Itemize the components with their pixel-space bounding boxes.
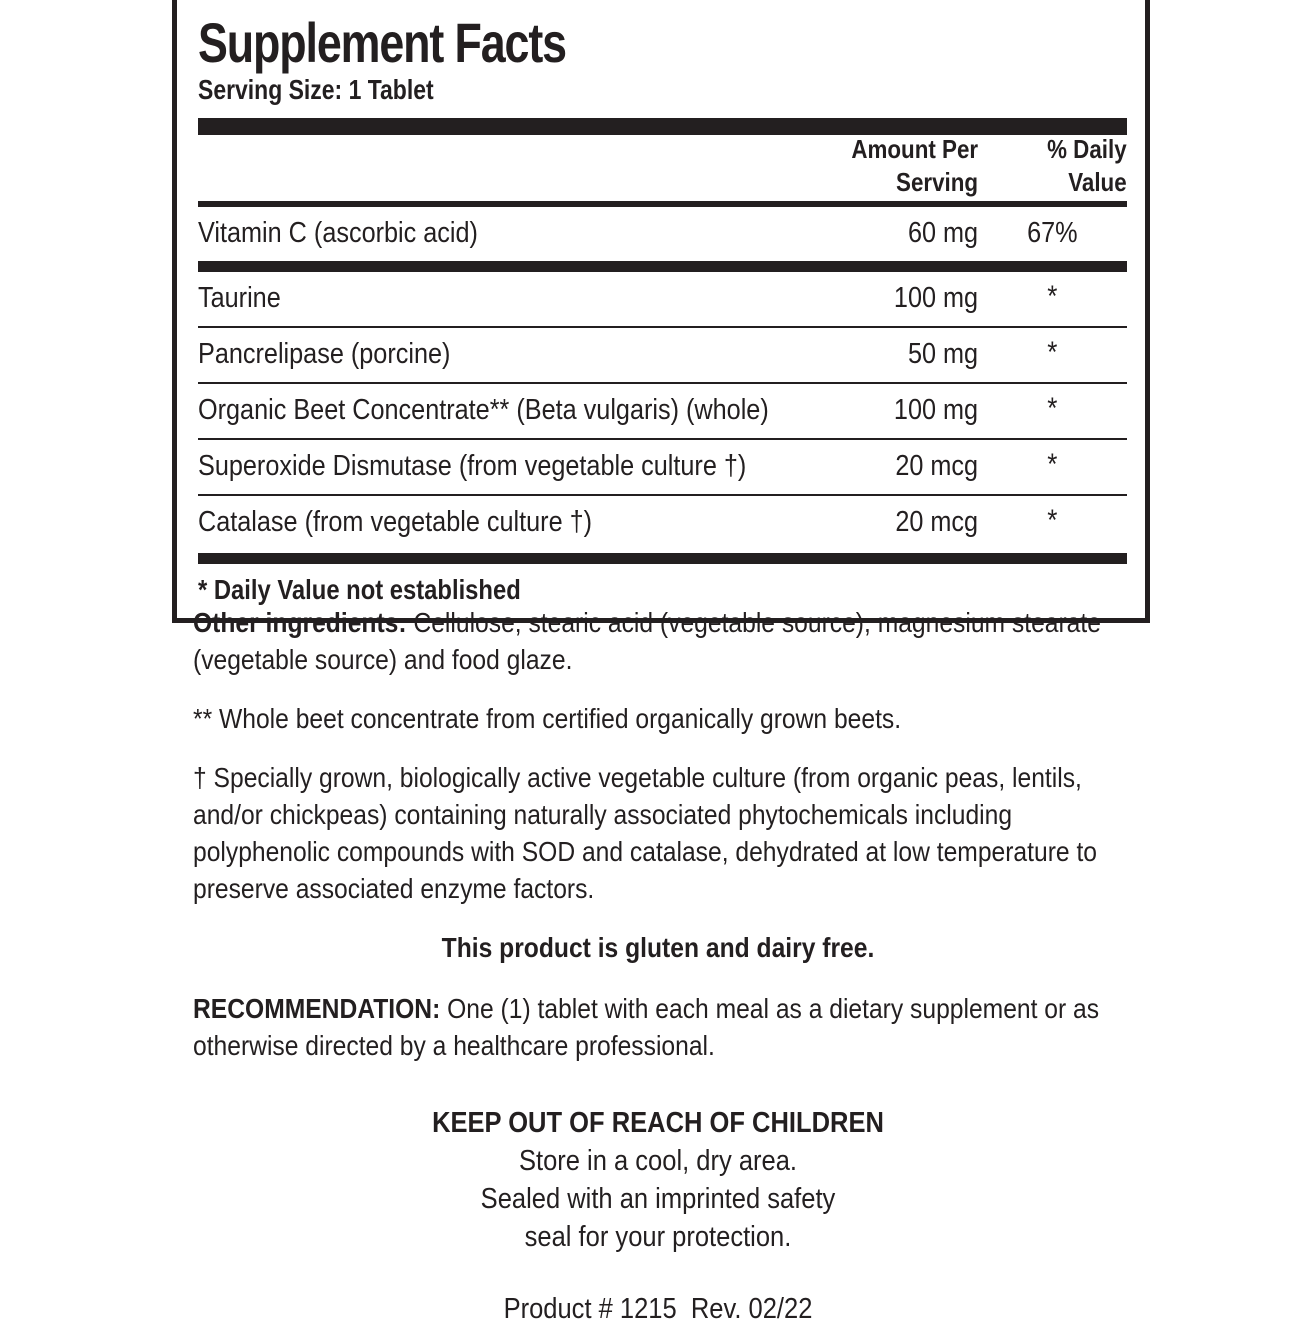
row-spacer (198, 496, 1127, 506)
row-spacer (198, 315, 1127, 326)
table-row (198, 496, 1127, 553)
nutrient-amount: 20 mcg (895, 450, 979, 482)
storage-warning-block (193, 1104, 1123, 1256)
table-row (198, 272, 1127, 326)
nutrient-daily-value: * (1047, 504, 1058, 537)
row-spacer (198, 427, 1127, 438)
header-amount-line-2: Serving (896, 167, 979, 197)
header-amount-line-1: Amount Per (851, 134, 979, 164)
recommendation-label: RECOMMENDATION: (193, 993, 441, 1024)
table-header-row (198, 135, 1127, 201)
row-spacer (198, 250, 1127, 261)
panel-inner (177, 11, 1145, 606)
daily-value-footnote: * Daily Value not established (198, 574, 521, 605)
row-spacer (198, 384, 1127, 394)
nutrient-name: Pancrelipase (porcine) (198, 338, 451, 370)
nutrient-amount: 50 mg (908, 338, 979, 370)
header-dv-line-1: % Daily (1047, 134, 1127, 164)
beet-footnote: ** Whole beet concentrate from certified organically grown beets. (193, 703, 902, 734)
gluten-dairy-free-statement: This product is gluten and dairy free. (441, 932, 875, 963)
nutrient-amount: 100 mg (894, 394, 979, 426)
nutrient-daily-value: * (1047, 392, 1058, 425)
rule-bottom-thick (198, 553, 1127, 564)
nutrient-daily-value: * (1047, 336, 1058, 369)
storage-line-3: seal for your protection. (524, 1221, 792, 1253)
rule-top-thick (198, 118, 1127, 135)
label-body-text (193, 604, 1123, 1328)
table-row (198, 440, 1127, 494)
other-ingredients-paragraph (193, 604, 1123, 678)
nutrient-daily-value: * (1047, 448, 1058, 481)
storage-line-2: Sealed with an imprinted safety (480, 1183, 836, 1215)
nutrient-name: Catalase (from vegetable culture †) (198, 506, 593, 538)
other-ingredients-text: Cellulose, stearic acid (vegetable source), magnesium stearate (vegetable source) and food glaze. (193, 607, 1101, 675)
storage-line-1: Store in a cool, dry area. (518, 1145, 798, 1177)
recommendation-paragraph (193, 990, 1123, 1064)
row-spacer (198, 440, 1127, 450)
product-number-revision: Product # 1215 Rev. 02/22 (503, 1293, 813, 1325)
supplement-facts-table (198, 135, 1127, 201)
nutrient-name: Taurine (198, 282, 281, 314)
nutrient-daily-value: 67% (1027, 217, 1078, 249)
nutrient-name: Superoxide Dismutase (from vegetable culture †) (198, 450, 747, 482)
row-spacer (198, 328, 1127, 338)
header-dv-line-2: Value (1068, 167, 1127, 197)
table-row (198, 207, 1127, 261)
rule-after-vitamin-c (198, 261, 1127, 272)
supplement-facts-panel (172, 0, 1150, 623)
nutrient-amount: 100 mg (894, 282, 979, 314)
other-ingredients-label: Other ingredients: (193, 607, 407, 638)
row-spacer (198, 207, 1127, 217)
header-percent-daily-value (978, 135, 1127, 201)
row-spacer (198, 539, 1127, 553)
nutrient-amount: 60 mg (908, 217, 979, 249)
row-spacer (198, 483, 1127, 494)
dagger-footnote: † Specially grown, biologically active vegetable culture (from organic peas, lentils, and/or chickpeas) containing naturally associated phytochemicals including polyphenolic compounds with SOD and catalase, dehydrated at low temperature to preserve associated enzyme factors. (193, 762, 1097, 904)
recommendation-text: One (1) tablet with each meal as a dietary supplement or as otherwise directed by a healthcare professional. (193, 993, 1100, 1061)
nutrient-daily-value: * (1047, 280, 1058, 313)
row-spacer (198, 371, 1127, 382)
keep-out-of-reach-title: KEEP OUT OF REACH OF CHILDREN (432, 1107, 884, 1139)
nutrient-amount: 20 mcg (895, 506, 979, 538)
header-amount-per-serving (783, 135, 978, 201)
table-row (198, 328, 1127, 382)
serving-size-label: Serving Size: 1 Tablet (198, 74, 434, 105)
row-spacer (198, 272, 1127, 282)
header-spacer (198, 135, 783, 201)
page-title: Supplement Facts (198, 11, 566, 74)
nutrient-name: Vitamin C (ascorbic acid) (198, 217, 478, 249)
table-row (198, 384, 1127, 438)
nutrient-name: Organic Beet Concentrate** (Beta vulgaris) (whole) (198, 394, 769, 426)
